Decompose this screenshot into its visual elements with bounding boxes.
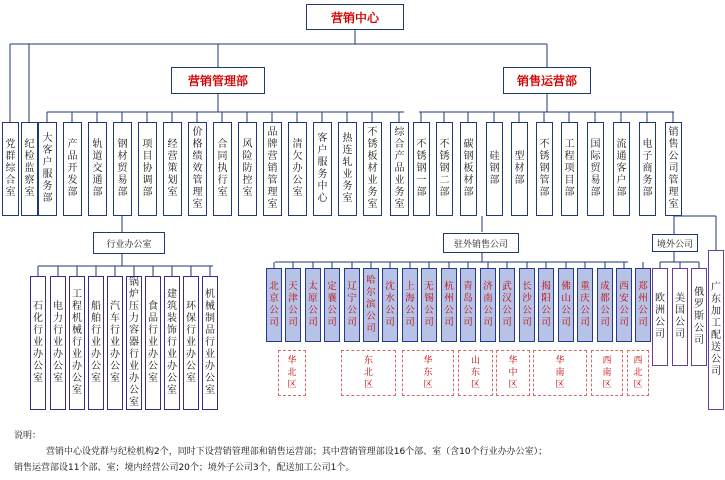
guangdong-company-label: 广东加工配送公司 [711,282,721,377]
city-4-label: 辽宁公司 [347,281,357,328]
region-2-label: 华东区 [423,356,433,390]
city-2-label: 太原公司 [308,281,318,328]
ops-dept-8 [613,122,630,216]
overseas-1-label: 美国公司 [675,293,685,340]
mgmt-dept-1-label: 产品开发部 [67,139,78,198]
ops-dept-4 [511,122,528,216]
ops-dept-6 [561,122,578,216]
mgmt-dept-9-label: 品牌营销管理室 [267,127,278,210]
industry-office-9 [202,276,218,410]
mgmt-dept-4-label: 项目协调部 [142,139,153,198]
direct-unit-0 [2,122,19,216]
city-5 [363,268,379,342]
ops-dept-10-label: 销售公司管理室 [668,127,679,210]
ops-dept-2 [460,122,477,216]
region-3-label: 山东区 [470,356,480,390]
city-0 [266,268,282,342]
mgmt-dept-4 [138,122,157,216]
industry-office-4-label: 汽车行业办公室 [110,301,120,384]
city-19 [635,268,651,342]
city-4 [344,268,360,342]
industry-office-7-label: 建筑装饰行业办公室 [167,289,177,396]
ops-dept-2-label: 碳钢板材部 [463,139,474,198]
industry-office-0-label: 石化行业办公室 [33,301,43,384]
ops-dept-0 [413,122,430,216]
city-8-label: 无锡公司 [424,281,434,328]
industry-office-8-label: 环保行业办公室 [186,301,196,384]
mgmt-dept-6-label: 价格绩效管理室 [192,127,203,210]
overseas-2 [691,268,707,366]
mgmt-dept-11-label: 客户服务中心 [317,133,328,204]
city-17 [597,268,613,342]
overseas-node [652,234,698,252]
industry-office-8 [183,276,199,410]
city-11-label: 济南公司 [483,281,493,328]
overseas-0 [652,268,668,366]
ops-department-node [503,67,591,94]
city-17-label: 成都公司 [600,281,610,328]
overseas-1 [672,268,688,366]
direct-unit-1 [21,122,38,216]
region-6-label: 西南区 [602,356,612,390]
ops-dept-6-label: 工程项目部 [564,139,575,198]
region-2 [402,350,454,396]
city-7 [402,268,418,342]
city-6 [382,268,398,342]
direct-unit-0-label: 党群综合室 [5,139,16,198]
city-3 [324,268,340,342]
city-10 [460,268,476,342]
region-0-label: 华北区 [287,356,297,390]
industry-office-2 [69,276,85,410]
mgmt-dept-12 [338,122,357,216]
notes-line-1: 营销中心设党群与纪检机构2个，同时下设营销管理部和销售运营部；其中营销管理部设16个部、室（含10个行业办办公室）； [46,447,548,457]
city-16-label: 重庆公司 [580,281,590,328]
root-label: 营销中心 [330,10,379,25]
mgmt-dept-8-label: 风险防控室 [242,139,253,198]
mgmt-dept-9 [263,122,282,216]
region-5 [533,350,587,396]
city-10-label: 青岛公司 [463,281,473,328]
root-node [306,4,404,30]
ops-dept-1 [436,122,453,216]
ops-dept-3-label: 硅钢部 [489,151,500,186]
ops-dept-1-label: 不锈钢二部 [439,139,450,198]
industry-office-label: 行业办公室 [106,239,152,250]
mgmt-dept-7-label: 合同执行室 [217,139,228,198]
region-7-label: 西北区 [633,356,643,390]
region-0 [278,350,306,396]
city-9-label: 杭州公司 [444,281,454,328]
guangdong-company [708,250,724,410]
city-1-label: 天津公司 [288,281,298,328]
mgmt-dept-3 [113,122,132,216]
ops-dept-3 [486,122,503,216]
ops-dept-9 [639,122,656,216]
industry-office-3 [88,276,104,410]
region-3 [458,350,493,396]
mgmt-dept-2 [88,122,107,216]
mgmt-dept-2-label: 轨道交通部 [92,139,103,198]
industry-office-2-label: 工程机械行业办公室 [72,289,82,396]
mgmt-dept-11 [313,122,332,216]
ops-dept-5 [536,122,553,216]
city-3-label: 定襄公司 [327,281,337,328]
city-0-label: 北京公司 [269,281,279,328]
industry-office-1-label: 电力行业办公室 [53,301,63,384]
overseas-2-label: 俄罗斯公司 [694,287,704,346]
mgmt-department-label: 营销管理部 [187,74,248,88]
city-2 [305,268,321,342]
mgmt-dept-14-label: 综合产品业务室 [394,127,405,210]
city-15-label: 佛山公司 [561,281,571,328]
city-13 [519,268,535,342]
industry-office-1 [50,276,66,410]
city-19-label: 郑州公司 [638,281,648,328]
mgmt-dept-5 [163,122,182,216]
ops-dept-7 [587,122,604,216]
overseas-0-label: 欧洲公司 [655,293,665,340]
mgmt-dept-13-label: 不锈板材业务室 [367,127,378,210]
mgmt-dept-6 [188,122,207,216]
city-13-label: 长沙公司 [522,281,532,328]
mgmt-dept-8 [238,122,257,216]
city-9 [441,268,457,342]
industry-office-9-label: 机械制品行业办公室 [205,289,215,396]
city-7-label: 上海公司 [405,281,415,328]
city-16 [577,268,593,342]
mgmt-dept-1 [63,122,82,216]
region-4 [496,350,530,396]
overseas-label: 境外公司 [656,239,693,250]
city-14-label: 揭阳公司 [541,281,551,328]
industry-office-6-label: 食品行业办公室 [148,301,158,384]
city-6-label: 沈水公司 [385,281,395,328]
domestic-sales-node [443,233,519,253]
city-14 [538,268,554,342]
city-1 [285,268,301,342]
region-4-label: 华中区 [508,356,518,390]
region-6 [591,350,623,396]
ops-dept-7-label: 国际贸易部 [590,139,601,198]
mgmt-dept-0-label: 大客户服务部 [42,133,53,204]
domestic-sales-label: 驻外销售公司 [453,239,508,250]
ops-dept-0-label: 不锈钢一部 [416,139,427,198]
notes [14,428,547,476]
city-12-label: 武汉公司 [502,281,512,328]
ops-department-label: 销售运营部 [516,74,577,88]
ops-dept-9-label: 电子商务部 [642,139,653,198]
ops-dept-8-label: 流通客户部 [616,139,627,198]
notes-line-2: 销售运营部设11个部、室；境内经营公司20个；境外子公司3个，配送加工公司1个。 [14,463,355,473]
mgmt-dept-12-label: 热连轧业务室 [342,133,353,204]
city-5-label: 哈尔滨公司 [366,275,376,334]
ops-dept-4-label: 型材部 [514,151,525,186]
notes-title: 说明： [14,431,42,441]
mgmt-dept-10-label: 清欠办公室 [292,139,303,198]
city-12 [499,268,515,342]
mgmt-dept-0 [38,122,57,216]
mgmt-dept-14 [390,122,409,216]
industry-office-7 [164,276,180,410]
mgmt-dept-7 [213,122,232,216]
ops-dept-5-label: 不锈钢管部 [539,139,550,198]
region-1 [341,350,396,396]
region-7 [627,350,649,396]
city-11 [480,268,496,342]
city-15 [558,268,574,342]
industry-office-5-label: 锅炉压力容器行业办公室 [129,277,139,408]
industry-office-node [93,232,165,254]
region-1-label: 东北区 [363,356,373,390]
industry-office-6 [145,276,161,410]
direct-unit-1-label: 纪检监察室 [24,139,35,198]
city-18 [616,268,632,342]
city-18-label: 西安公司 [619,281,629,328]
industry-office-0 [30,276,46,410]
region-5-label: 华南区 [555,356,565,390]
industry-office-4 [107,276,123,410]
industry-office-3-label: 船舶行业办公室 [91,301,101,384]
city-8 [421,268,437,342]
industry-office-5 [126,276,142,410]
mgmt-dept-13 [363,122,382,216]
mgmt-dept-3-label: 钢材贸易部 [117,139,128,198]
ops-dept-10 [665,122,682,216]
mgmt-dept-10 [288,122,307,216]
mgmt-department-node [171,67,265,94]
mgmt-dept-5-label: 经营策划室 [167,139,178,198]
